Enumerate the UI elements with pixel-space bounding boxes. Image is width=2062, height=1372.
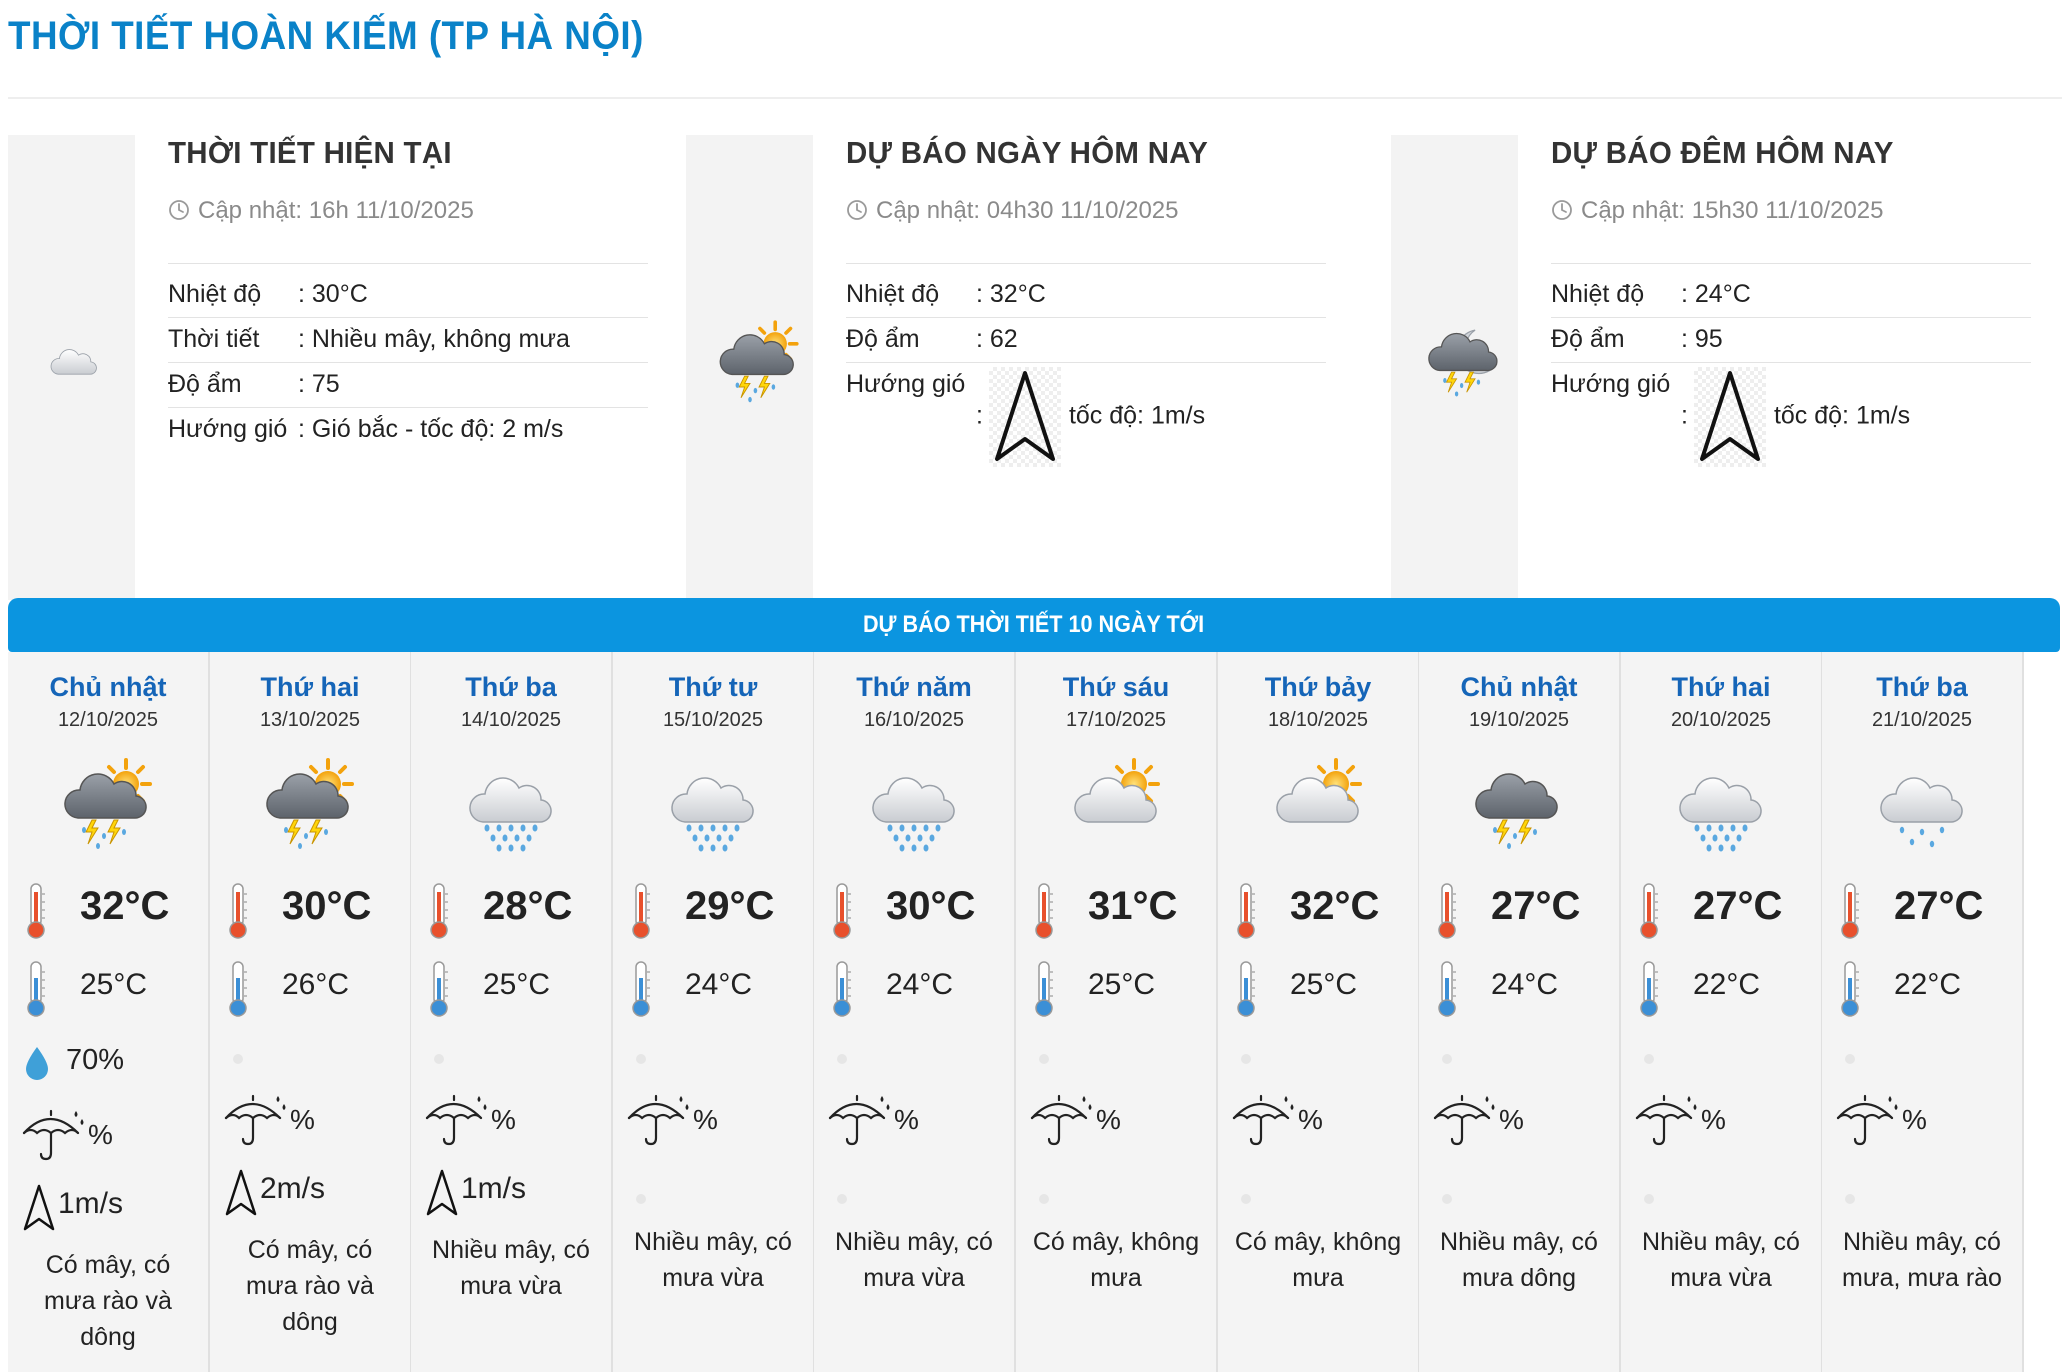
label-wind: Hướng gió [846,370,966,398]
day-name: Thứ ba [1876,672,1968,702]
rain-probability: % [491,1104,516,1135]
rain-probability: % [693,1104,718,1135]
clock-icon [846,199,868,221]
temp-low: 24°C [685,968,753,1001]
wind-placeholder-dot [837,1194,847,1204]
humidity-placeholder-dot [233,1054,243,1064]
temp-high: 27°C [1894,884,1984,928]
value-humidity: : 62 [976,318,1326,363]
forecast-day [613,652,815,1372]
thermometer-high-icon [1433,882,1461,940]
rain-cloud-icon [461,752,561,852]
value-wind: : tốc độ: 1m/s [1681,363,2031,474]
cloudy-icon [46,335,102,391]
rain-cloud-icon [663,752,763,852]
temp-low: 24°C [886,968,954,1001]
thermometer-high-icon [828,882,856,940]
day-date: 16/10/2025 [863,709,965,731]
day-date: 14/10/2025 [460,709,562,731]
weather-description: Nhiều mây, có mưa vừa [432,1236,590,1300]
wind-direction-icon [22,1183,56,1233]
day-date: 19/10/2025 [1468,709,1570,731]
temp-high: 30°C [886,884,976,928]
thermometer-high-icon [22,882,50,940]
day-name: Thứ tư [668,672,758,702]
clock-icon [1551,199,1573,221]
rain-probability: % [1902,1104,1927,1135]
today-forecast-card [686,135,1351,600]
temp-high: 27°C [1491,884,1581,928]
light-rain-cloud-icon [1872,752,1972,852]
thermometer-high-icon [1635,882,1663,940]
current-details [168,273,648,452]
day-name: Thứ bảy [1264,672,1372,702]
umbrella-icon [1834,1092,1900,1148]
rain-cloud-icon [1671,752,1771,852]
day-name: Chủ nhật [1460,672,1578,702]
rain-probability: % [1701,1104,1726,1135]
umbrella-icon [1633,1092,1699,1148]
label-humidity: Độ ẩm [846,318,976,363]
value-humidity: : 95 [1681,318,2031,363]
wind-placeholder-dot [1644,1194,1654,1204]
wind-placeholder-dot [1845,1194,1855,1204]
value-weather: : Nhiều mây, không mưa [298,318,648,363]
umbrella-icon [1431,1092,1497,1148]
thermometer-low-icon [627,960,655,1018]
day-name: Thứ năm [856,672,972,702]
forecast-day [814,652,1016,1372]
sun-cloud-icon [1066,752,1166,852]
temp-low: 25°C [80,968,148,1001]
thermometer-low-icon [1232,960,1260,1018]
label-temperature: Nhiệt độ [1551,273,1681,318]
temp-high: 28°C [483,884,573,928]
day-date: 13/10/2025 [259,709,361,731]
thermometer-low-icon [1030,960,1058,1018]
value-temperature: : 24°C [1681,273,2031,318]
day-name: Thứ sáu [1062,672,1170,702]
forecast-day [1621,652,1823,1372]
temp-low: 25°C [483,968,551,1001]
wind-placeholder-dot [1241,1194,1251,1204]
thunderstorm-sun-icon [260,752,360,852]
humidity-placeholder-dot [1845,1054,1855,1064]
rain-probability: % [290,1104,315,1135]
wind-direction-icon [989,367,1061,467]
forecast-day [1016,652,1218,1372]
forecast-day [1419,652,1621,1372]
humidity-placeholder-dot [1442,1054,1452,1064]
thermometer-high-icon [1232,882,1260,940]
humidity-placeholder-dot [837,1054,847,1064]
thermometer-high-icon [627,882,655,940]
weather-description: Có mây, có mưa rào và dông [246,1236,374,1336]
temp-low: 22°C [1894,968,1962,1001]
forecast-day [1822,652,2024,1372]
rain-probability: % [1499,1104,1524,1135]
temp-high: 31°C [1088,884,1178,928]
tonight-updated: Cập nhật: 15h30 11/10/2025 [1551,197,1883,225]
temp-low: 22°C [1693,968,1761,1001]
wind-speed: 1m/s [461,1172,527,1205]
forecast-day [1218,652,1420,1372]
wind-placeholder-dot [636,1194,646,1204]
sun-cloud-icon [1268,752,1368,852]
humidity-placeholder-dot [1644,1054,1654,1064]
day-name: Thứ hai [260,672,360,702]
temp-high: 29°C [685,884,775,928]
day-date: 18/10/2025 [1267,709,1369,731]
umbrella-icon [1230,1092,1296,1148]
day-name: Chủ nhật [49,672,167,702]
thermometer-low-icon [1635,960,1663,1018]
label-humidity: Độ ẩm [1551,318,1681,363]
label-wind: Hướng gió [168,415,288,443]
humidity-placeholder-dot [1241,1054,1251,1064]
label-temperature: Nhiệt độ [846,273,976,318]
temp-low: 25°C [1088,968,1156,1001]
value-temperature: : 32°C [976,273,1326,318]
current-updated: Cập nhật: 16h 11/10/2025 [168,197,474,225]
humidity-placeholder-dot [434,1054,444,1064]
thermometer-low-icon [22,960,50,1018]
weather-description: Nhiều mây, có mưa vừa [835,1228,993,1292]
temp-low: 24°C [1491,968,1559,1001]
tonight-heading: DỰ BÁO ĐÊM HÔM NAY [1551,135,1894,170]
forecast-day [210,652,412,1372]
value-wind: : Gió bắc - tốc độ: 2 m/s [298,415,564,443]
day-name: Thứ hai [1671,672,1771,702]
ten-day-forecast-banner: DỰ BÁO THỜI TIẾT 10 NGÀY TỚI [8,598,2060,652]
day-date: 12/10/2025 [57,709,159,731]
today-heading: DỰ BÁO NGÀY HÔM NAY [846,135,1209,170]
label-temperature: Nhiệt độ [168,273,298,318]
humidity-value: 70% [66,1044,125,1076]
current-weather-card [8,135,673,600]
thunderstorm-sun-icon [714,315,804,405]
temp-high: 32°C [80,884,170,928]
forecast-day [411,652,613,1372]
umbrella-icon [20,1107,86,1163]
thermometer-low-icon [828,960,856,1018]
forecast-day [8,652,210,1372]
ten-day-forecast [8,652,2060,1372]
rain-probability: % [1096,1104,1121,1135]
current-heading: THỜI TIẾT HIỆN TẠI [168,135,452,170]
tonight-forecast-card [1391,135,2056,600]
thunderstorm-moon-icon [1423,315,1507,399]
label-weather: Thời tiết [168,318,298,363]
label-humidity: Độ ẩm [168,363,298,408]
humidity-drop-icon [22,1044,52,1082]
rain-cloud-icon [864,752,964,852]
wind-speed: 2m/s [260,1172,326,1205]
label-wind: Hướng gió [1551,370,1671,398]
thermometer-low-icon [425,960,453,1018]
day-date: 21/10/2025 [1871,709,1973,731]
temp-low: 26°C [282,968,350,1001]
weather-description: Có mây, không mưa [1234,1228,1402,1292]
today-updated: Cập nhật: 04h30 11/10/2025 [846,197,1178,225]
day-name: Thứ ba [465,672,557,702]
thermometer-low-icon [1433,960,1461,1018]
rain-probability: % [88,1119,113,1150]
day-date: 15/10/2025 [662,709,764,731]
wind-placeholder-dot [1442,1194,1452,1204]
humidity-placeholder-dot [636,1054,646,1064]
current-icon-column [8,135,135,600]
temp-low: 25°C [1290,968,1358,1001]
rain-probability: % [1298,1104,1323,1135]
humidity-placeholder-dot [1039,1054,1049,1064]
weather-description: Nhiều mây, có mưa, mưa rào [1842,1228,2002,1292]
wind-direction-icon [425,1168,459,1218]
thermometer-low-icon [224,960,252,1018]
thermometer-low-icon [1836,960,1864,1018]
day-date: 17/10/2025 [1065,709,1167,731]
temp-high: 32°C [1290,884,1380,928]
page-title: THỜI TIẾT HOÀN KIẾM (TP HÀ NỘI) [8,14,644,58]
umbrella-icon [625,1092,691,1148]
wind-direction-icon [1694,367,1766,467]
wind-speed: 1m/s [58,1187,124,1220]
temp-high: 27°C [1693,884,1783,928]
umbrella-icon [826,1092,892,1148]
wind-direction-icon [224,1168,258,1218]
weather-description: Nhiều mây, có mưa dông [1440,1228,1598,1292]
thermometer-high-icon [1030,882,1058,940]
title-divider [8,97,2062,99]
weather-description: Có mây, không mưa [1032,1228,1200,1292]
value-humidity: : 75 [298,363,648,408]
clock-icon [168,199,190,221]
today-details [846,273,1326,473]
rain-probability: % [894,1104,919,1135]
thermometer-high-icon [224,882,252,940]
weather-description: Nhiều mây, có mưa vừa [634,1228,792,1292]
value-wind: : tốc độ: 1m/s [976,363,1326,474]
wind-placeholder-dot [1039,1194,1049,1204]
weather-description: Có mây, có mưa rào và dông [44,1251,172,1351]
umbrella-icon [222,1092,288,1148]
thunderstorm-sun-icon [58,752,158,852]
thunderstorm-cloud-icon [1469,752,1569,852]
umbrella-icon [423,1092,489,1148]
thermometer-high-icon [1836,882,1864,940]
weather-description: Nhiều mây, có mưa vừa [1642,1228,1800,1292]
tonight-details [1551,273,2031,473]
umbrella-icon [1028,1092,1094,1148]
value-temperature: : 30°C [298,273,648,318]
thermometer-high-icon [425,882,453,940]
day-date: 20/10/2025 [1670,709,1772,731]
temp-high: 30°C [282,884,372,928]
